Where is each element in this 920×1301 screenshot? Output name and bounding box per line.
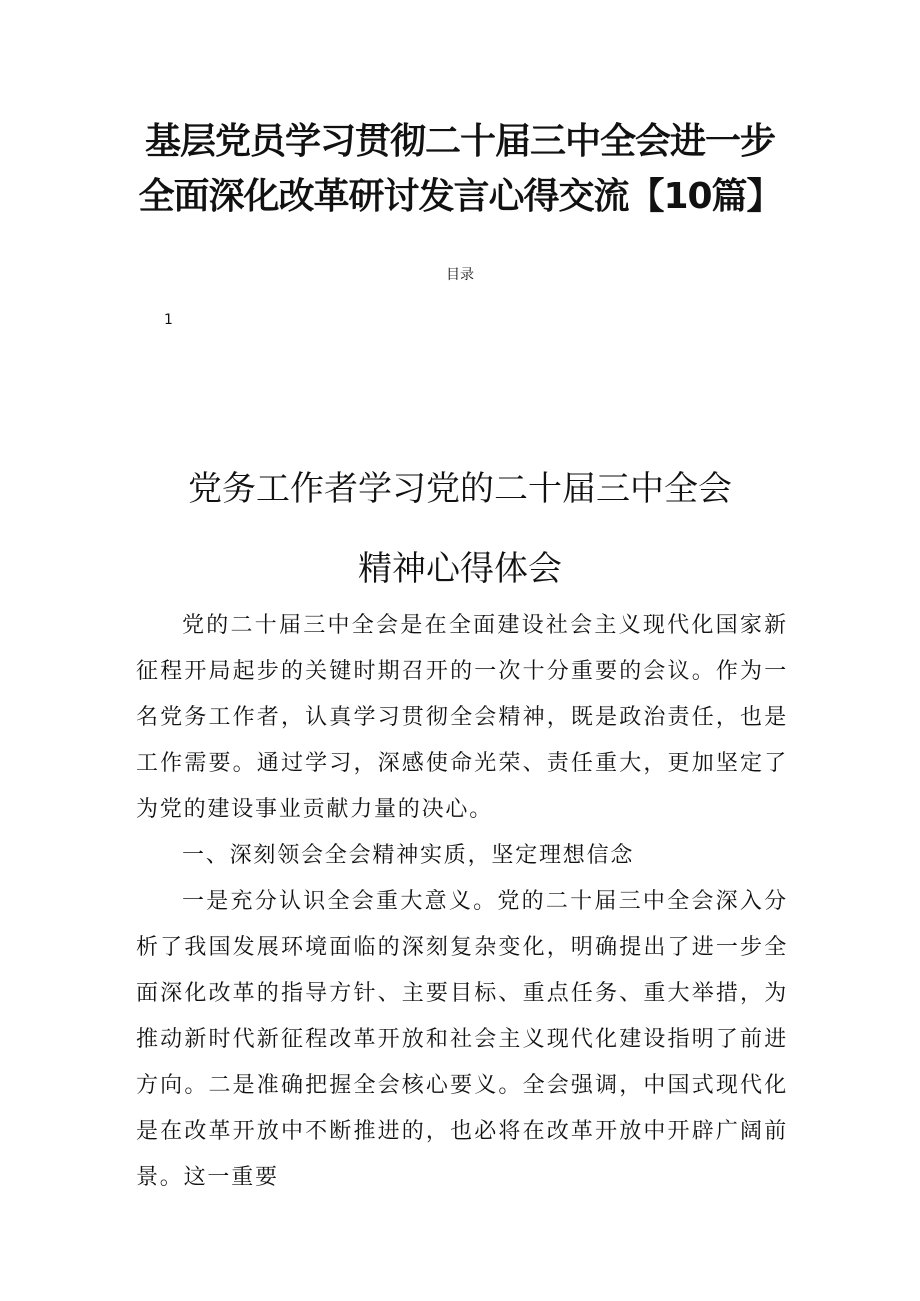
article-paragraph: 一是充分认识全会重大意义。党的二十届三中全会深入分析了我国发展环境面临的深刻复杂变化，明确提出了进一步全面深化改革的指导方针、主要目标、重点任务、重大举措，为推动新时代新征程改革开放和社会主义现代化建设指明了前进方向。二是准确把握全会核心要义。全会强调，中国式现代化是在改革开放中不断推进的，也必将在改革开放中开辟广阔前景。这一重要 <box>136 889 788 1190</box>
table-of-contents-label: 目录 <box>446 267 474 283</box>
article-body <box>136 603 788 1201</box>
table-of-contents-entry-number: 1 <box>164 312 173 328</box>
article-section-heading: 一、深刻领会全会精神实质，坚定理想信念 <box>182 843 635 868</box>
article-paragraph-intro: 党的二十届三中全会是在全面建设社会主义现代化国家新征程开局起步的关键时期召开的一次十分重要的会议。作为一名党务工作者，认真学习贯彻全会精神，既是政治责任，也是工作需要。通过学习，深感使命光荣、责任重大，更加坚定了为党的建设事业贡献力量的决心。 <box>136 613 788 822</box>
main-title-line-2: 全面深化改革研讨发言心得交流【10篇】 <box>138 176 782 217</box>
article-title-line-1: 党务工作者学习党的二十届三中全会 <box>188 469 732 509</box>
article-title-line-2: 精神心得体会 <box>358 549 562 589</box>
main-title-line-1: 基层党员学习贯彻二十届三中全会进一步 <box>144 121 775 162</box>
